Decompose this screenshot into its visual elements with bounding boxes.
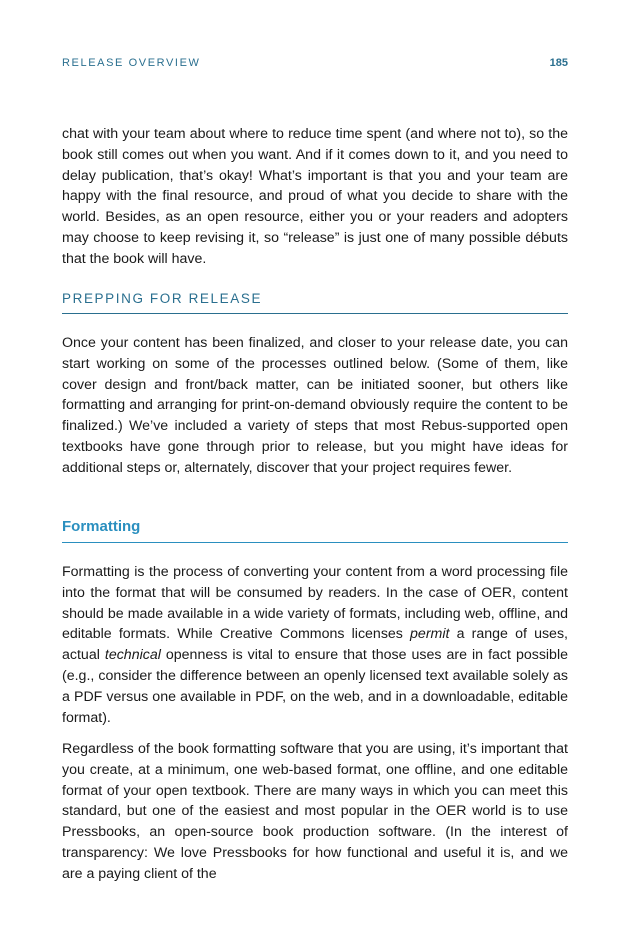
emphasis-permit: permit	[410, 626, 450, 643]
paragraph-formatting-software: Regardless of the book formatting software that you are using, it’s important that you create, at a minimum, one web-based format, one offline, and one editable format of your open textbook. There are many ways in which you can meet this standard, but one of the easiest and most popular in the OER world is to use Pressbooks, an open-source book production software. (In the interest of transparency: We love Pressbooks for how functional and useful it is, and we are a paying client of the	[62, 741, 568, 882]
paragraph-formatting-definition	[62, 562, 568, 728]
page-number: 185	[549, 57, 568, 69]
text-span: a range of uses, actual	[62, 626, 568, 664]
text-span: Formatting is the process of converting your content from a word processing file into the format that will be consumed by readers. In the case of OER, content should be made available in a wide variety of formats, including web, offline, and editable formats. While Creative Commons licenses	[62, 564, 568, 643]
subsection-heading-formatting: Formatting	[62, 518, 568, 543]
text-span: openness is vital to ensure that those uses are in fact possible (e.g., consider the difference between an openly licensed text available solely as a PDF versus one available in PDF, on the web, and in a downloadable, editable format).	[62, 647, 568, 726]
running-title: RELEASE OVERVIEW	[62, 57, 201, 69]
paragraph-prepping: Once your content has been finalized, and closer to your release date, you can start working on some of the processes outlined below. (Some of them, like cover design and front/back matter, can be initiated sooner, but others like formatting and arranging for print-on-demand obviously require the content to be finalized.) We’ve included a variety of steps that most Rebus-supported open textbooks have gone through prior to release, but you might have ideas for additional steps or, alternately, discover that your project requires fewer.	[62, 335, 568, 476]
running-header	[62, 55, 568, 71]
section-heading-prepping: PREPPING FOR RELEASE	[62, 291, 568, 314]
document-page	[62, 0, 568, 945]
paragraph-intro: chat with your team about where to reduce time spent (and where not to), so the book still comes out when you want. And if it comes down to it, and you need to delay publication, that’s okay! What’s important is that you and your team are happy with the final resource, and proud of what you decide to share with the world. Besides, as an open resource, either you or your readers and adopters may choose to keep revising it, so “release” is just one of many possible débuts that the book will have.	[62, 126, 568, 267]
emphasis-technical: technical	[104, 647, 161, 664]
